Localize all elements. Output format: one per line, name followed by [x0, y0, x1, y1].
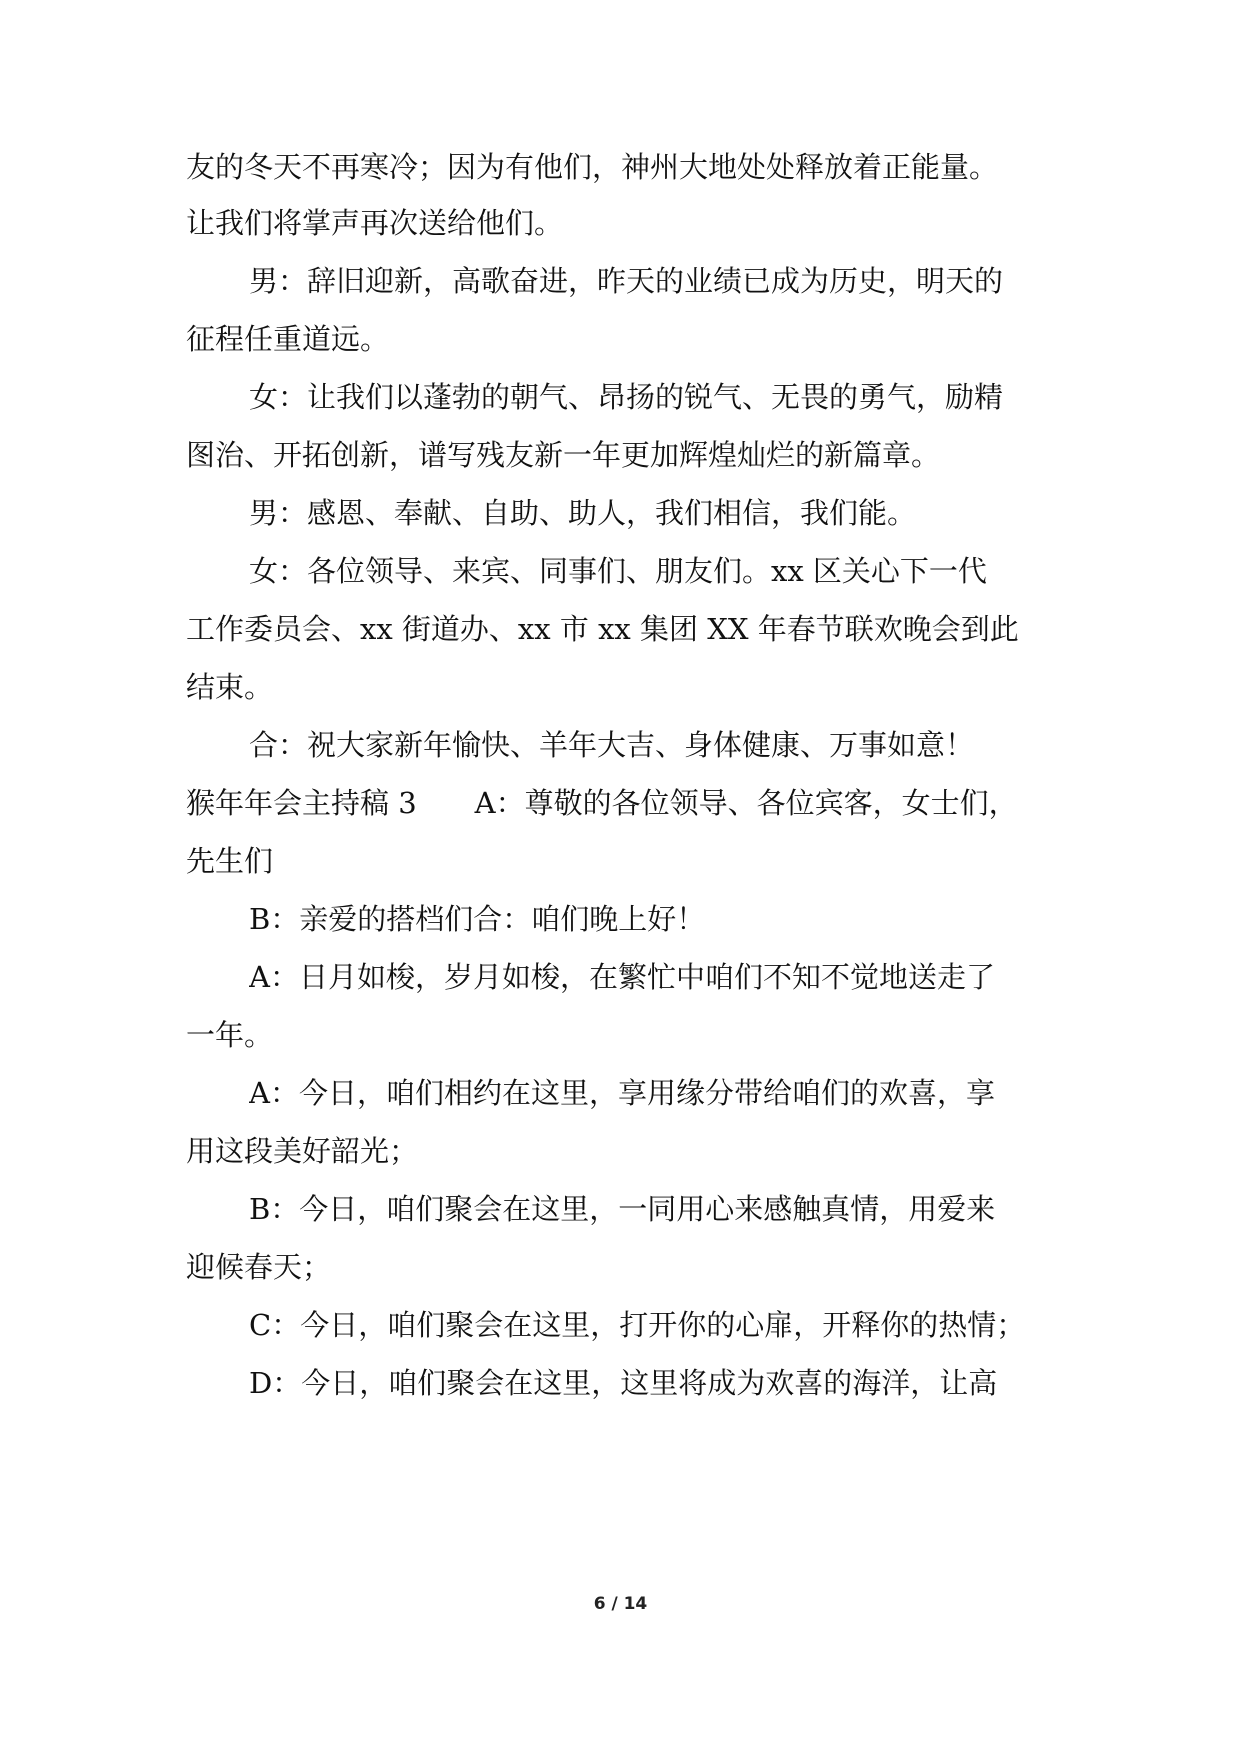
- text-line: 工作委员会、xx 街道办、xx 市 xx 集团 XX 年春节联欢晚会到此: [186, 612, 1019, 646]
- text-line: 友的冬天不再寒冷；因为有他们，神州大地处处释放着正能量。: [186, 150, 999, 184]
- text-line: A：日月如梭，岁月如梭，在繁忙中咱们不知不觉地送走了: [249, 960, 995, 994]
- text-line: 让我们将掌声再次送给他们。: [186, 206, 564, 240]
- text-line: 男：辞旧迎新，高歌奋进，昨天的业绩已成为历史，明天的: [249, 264, 1004, 298]
- page-number: 6 / 14: [593, 1594, 648, 1614]
- text-line: 迎候春天；: [186, 1250, 332, 1284]
- text-line: 图治、开拓创新，谱写残友新一年更加辉煌灿烂的新篇章。: [186, 438, 941, 472]
- text-line: 征程任重道远。: [186, 322, 390, 356]
- text-line: 猴年年会主持稿 3 A：尊敬的各位领导、各位宾客，女士们，: [186, 786, 1018, 820]
- text-line: B：今日，咱们聚会在这里，一同用心来感触真情，用爱来: [249, 1192, 996, 1226]
- text-line: 合：祝大家新年愉快、羊年大吉、身体健康、万事如意！: [249, 728, 975, 762]
- text-line: 女：让我们以蓬勃的朝气、昂扬的锐气、无畏的勇气，励精: [249, 380, 1004, 414]
- text-line: 一年。: [186, 1018, 274, 1052]
- text-line: B：亲爱的搭档们合：咱们晚上好！: [249, 902, 706, 936]
- text-line: 用这段美好韶光；: [186, 1134, 419, 1168]
- text-line: D：今日，咱们聚会在这里，这里将成为欢喜的海洋，让高: [249, 1366, 998, 1400]
- text-line: 结束。: [186, 670, 274, 704]
- text-line: 女：各位领导、来宾、同事们、朋友们。xx 区关心下一代: [249, 554, 987, 588]
- text-line: C：今日，咱们聚会在这里，打开你的心扉，开释你的热情；: [249, 1308, 1026, 1342]
- text-line: 先生们: [186, 844, 274, 878]
- text-line: A：今日，咱们相约在这里，享用缘分带给咱们的欢喜，享: [249, 1076, 995, 1110]
- text-line: 男：感恩、奉献、自助、助人，我们相信，我们能。: [249, 496, 917, 530]
